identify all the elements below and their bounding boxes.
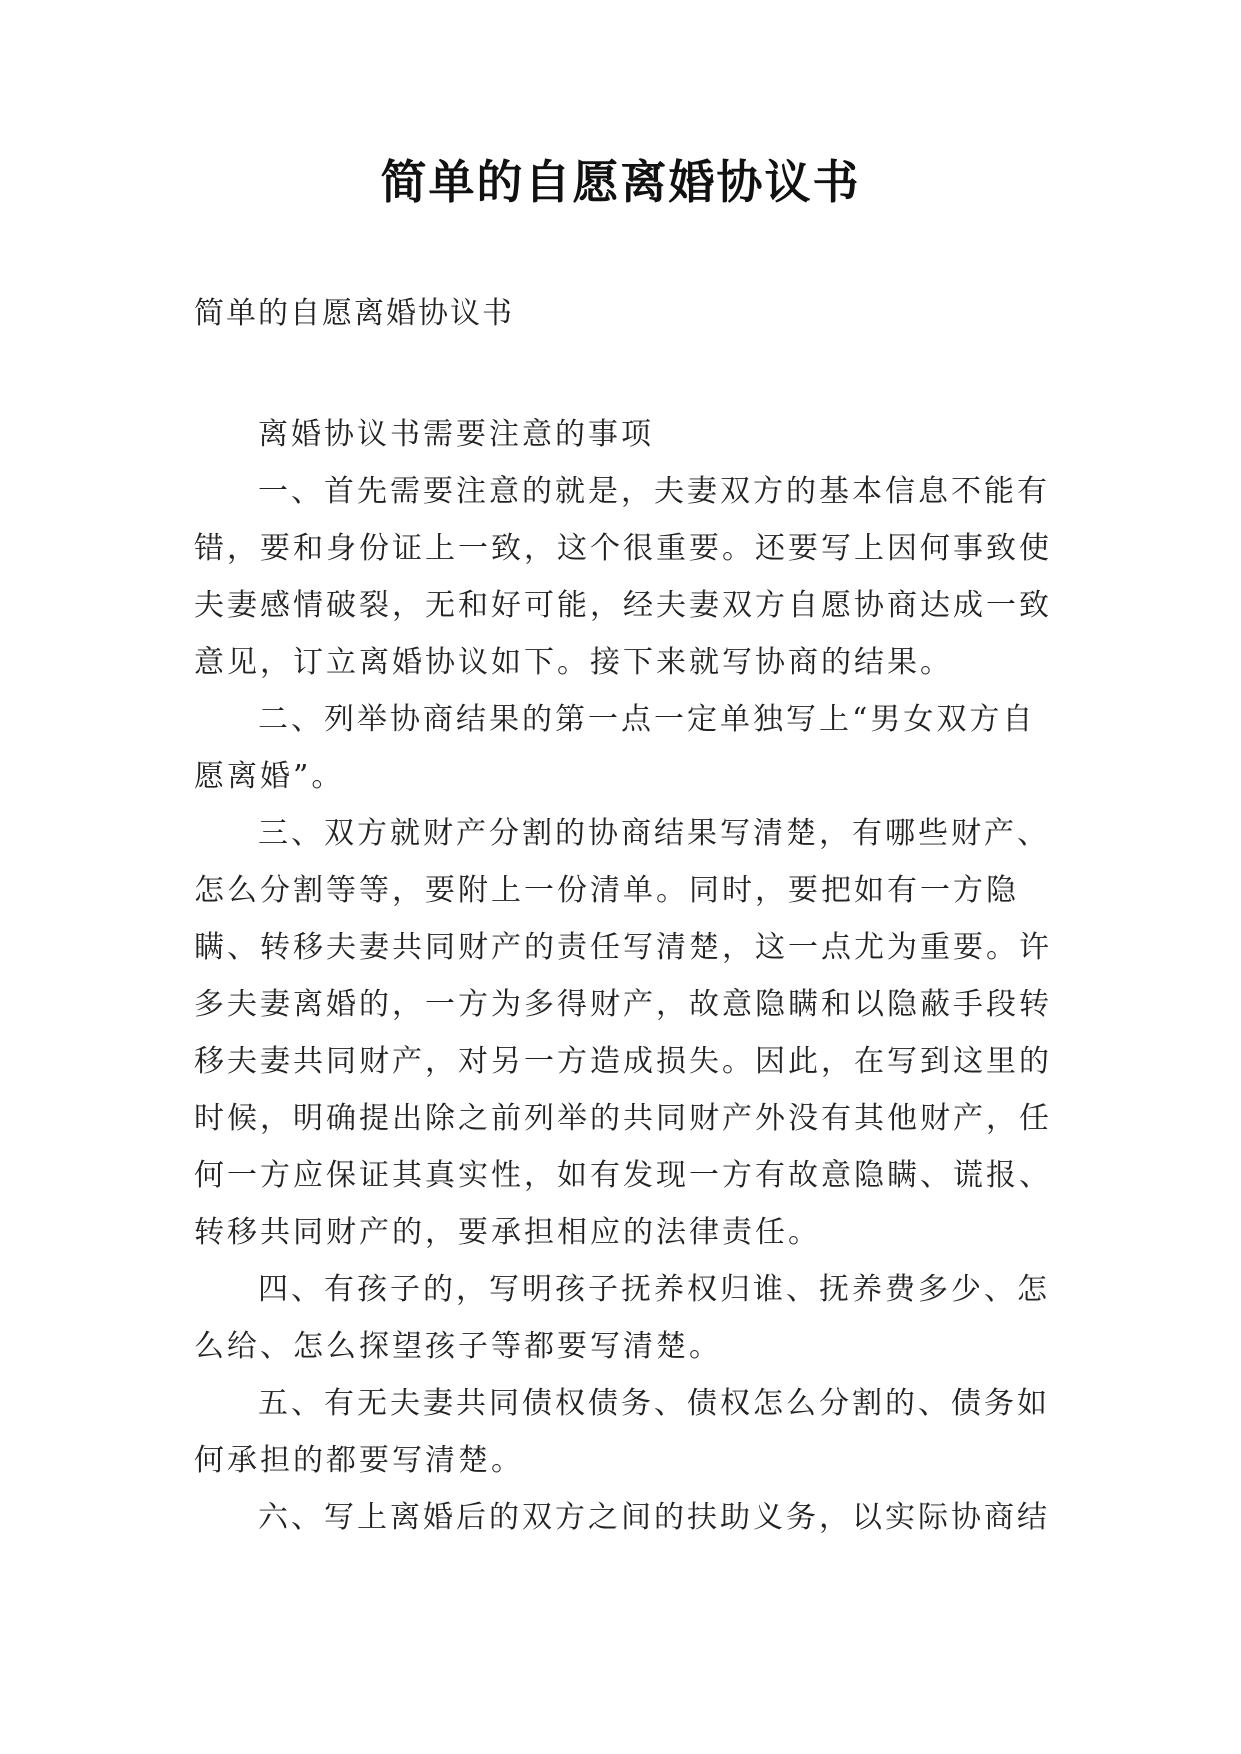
paragraph-item-2: 二、列举协商结果的第一点一定单独写上“男女双方自愿离婚”。 [194, 702, 1036, 794]
paragraph-item-6: 六、写上离婚后的双方之间的扶助义务，以实际协商结 [258, 1500, 1050, 1535]
document-title: 简单的自愿离婚协议书 [380, 155, 861, 209]
paragraph-item-5: 五、有无夫妻共同债权债务、债权怎么分割的、债务如何承担的都要写清楚。 [194, 1386, 1050, 1478]
document-body [194, 406, 1054, 1546]
document-subtitle: 简单的自愿离婚协议书 [194, 296, 514, 331]
paragraph-item-1: 一、首先需要注意的就是，夫妻双方的基本信息不能有错，要和身份证上一致，这个很重要。还要写上因何事致使夫妻感情破裂，无和好可能，经夫妻双方自愿协商达成一致意见，订立离婚协议如下。接下来就写协商的结果。 [194, 474, 1052, 680]
paragraph-notice-heading: 离婚协议书需要注意的事项 [258, 417, 654, 452]
paragraph-item-4: 四、有孩子的，写明孩子抚养权归谁、抚养费多少、怎么给、怎么探望孩子等都要写清楚。 [194, 1272, 1050, 1364]
paragraph-item-3: 三、双方就财产分割的协商结果写清楚，有哪些财产、怎么分割等等，要附上一份清单。同时，要把如有一方隐瞒、转移夫妻共同财产的责任写清楚，这一点尤为重要。许多夫妻离婚的，一方为多得财产，故意隐瞒和以隐蔽手段转移夫妻共同财产，对另一方造成损失。因此，在写到这里的时候，明确提出除之前列举的共同财产外没有其他财产，任何一方应保证其真实性，如有发现一方有故意隐瞒、谎报、转移共同财产的，要承担相应的法律责任。 [194, 816, 1052, 1250]
